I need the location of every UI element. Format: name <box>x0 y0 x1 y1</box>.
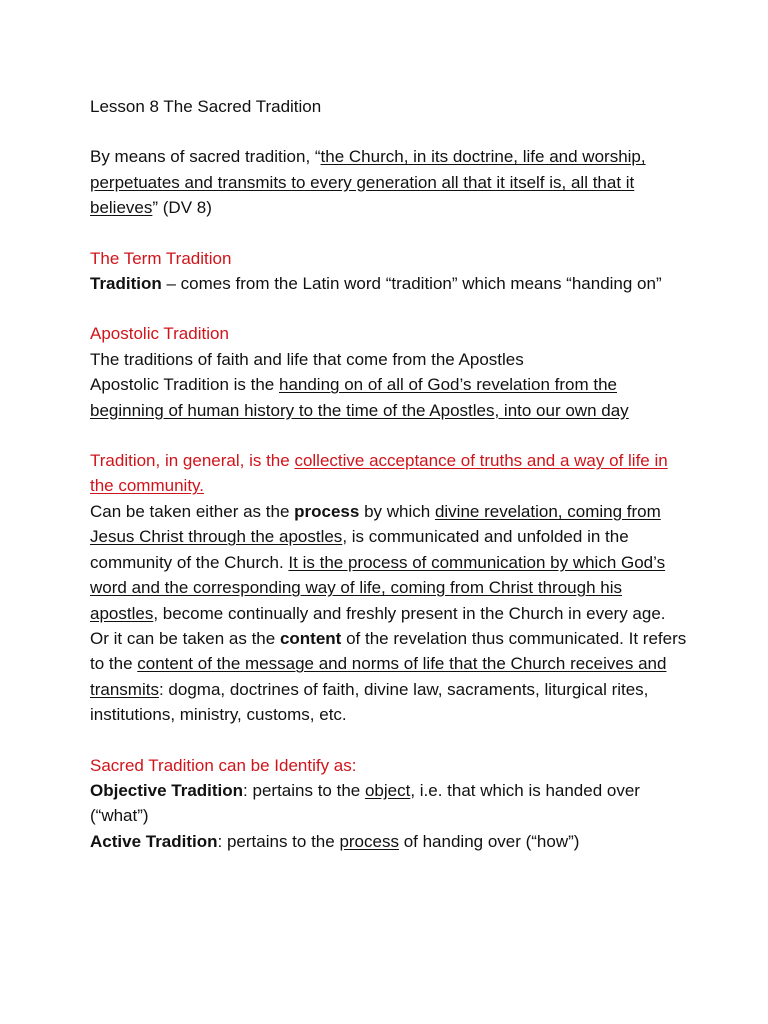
active-text-a: : pertains to the <box>217 831 340 851</box>
intro-pre: By means of sacred tradition, “ <box>90 147 321 167</box>
term-text: – comes from the Latin word “tradition” which means “handing on” <box>161 274 662 294</box>
content-text-a: Or it can be taken as the <box>90 628 280 648</box>
objective-tradition <box>90 778 690 829</box>
general-heading-pre: Tradition, in general, is the <box>90 451 295 471</box>
intro-paragraph <box>90 144 690 220</box>
apostolic-line1: The traditions of faith and life that come from the Apostles <box>90 349 524 369</box>
intro-quote: the Church, in its doctrine, life and worship, perpetuates and transmits to every generation all that it itself is, all that it believes <box>90 147 646 218</box>
content-bold: content <box>279 628 342 648</box>
process-text-c: by which <box>359 501 435 521</box>
term-bold: Tradition <box>90 274 162 294</box>
content-text-c: of the revelation thus communicated. It refers to the <box>90 628 687 674</box>
content-text-e: : dogma, doctrines of faith, divine law, sacraments, liturgical rites, institutions, ministry, customs, etc. <box>90 679 649 725</box>
active-bold: Active Tradition <box>90 831 218 851</box>
apostolic-line2 <box>90 372 690 423</box>
lesson-title: Lesson 8 The Sacred Tradition <box>90 97 322 116</box>
objective-text-b: , i.e. that which is handed over (“what”) <box>90 780 640 826</box>
general-heading <box>90 448 690 499</box>
apostolic-line2-underlined: handing on of all of God’s revelation from the beginning of human history to the time of the Apostles, into our own day <box>90 375 629 420</box>
apostolic-line2-pre: Apostolic Tradition is the <box>90 375 279 395</box>
process-bold: process <box>294 501 360 521</box>
identify-heading: Sacred Tradition can be Identify as: <box>90 755 357 775</box>
process-text-a: Can be taken either as the <box>90 501 295 521</box>
active-text-b: of handing over (“how”) <box>398 831 580 851</box>
document-page <box>90 94 690 854</box>
general-heading-underlined: collective acceptance of truths and a way of life in the community. <box>90 451 668 496</box>
content-underline: content of the message and norms of life that the Church receives and transmits <box>90 654 667 699</box>
active-tradition <box>90 829 690 854</box>
process-underline-2: It is the process of communication by which God’s word and the corresponding way of life, coming from Christ through his apostles <box>90 552 666 623</box>
content-paragraph <box>90 626 690 728</box>
objective-underline: object <box>364 780 411 800</box>
process-underline-1: divine revelation, coming from Jesus Christ through the apostles <box>90 501 661 547</box>
process-text-g: , become continually and freshly present in the Church in every age. <box>153 603 666 623</box>
process-text-e: , is communicated and unfolded in the community of the Church. <box>90 527 629 572</box>
term-heading: The Term Tradition <box>90 248 232 268</box>
apostolic-heading: Apostolic Tradition <box>90 324 229 344</box>
term-definition <box>90 271 690 296</box>
objective-text-a: : pertains to the <box>243 780 365 800</box>
process-paragraph <box>90 499 690 626</box>
active-underline: process <box>339 831 399 851</box>
objective-bold: Objective Tradition <box>90 780 244 800</box>
intro-citation: ” (DV 8) <box>152 198 212 218</box>
